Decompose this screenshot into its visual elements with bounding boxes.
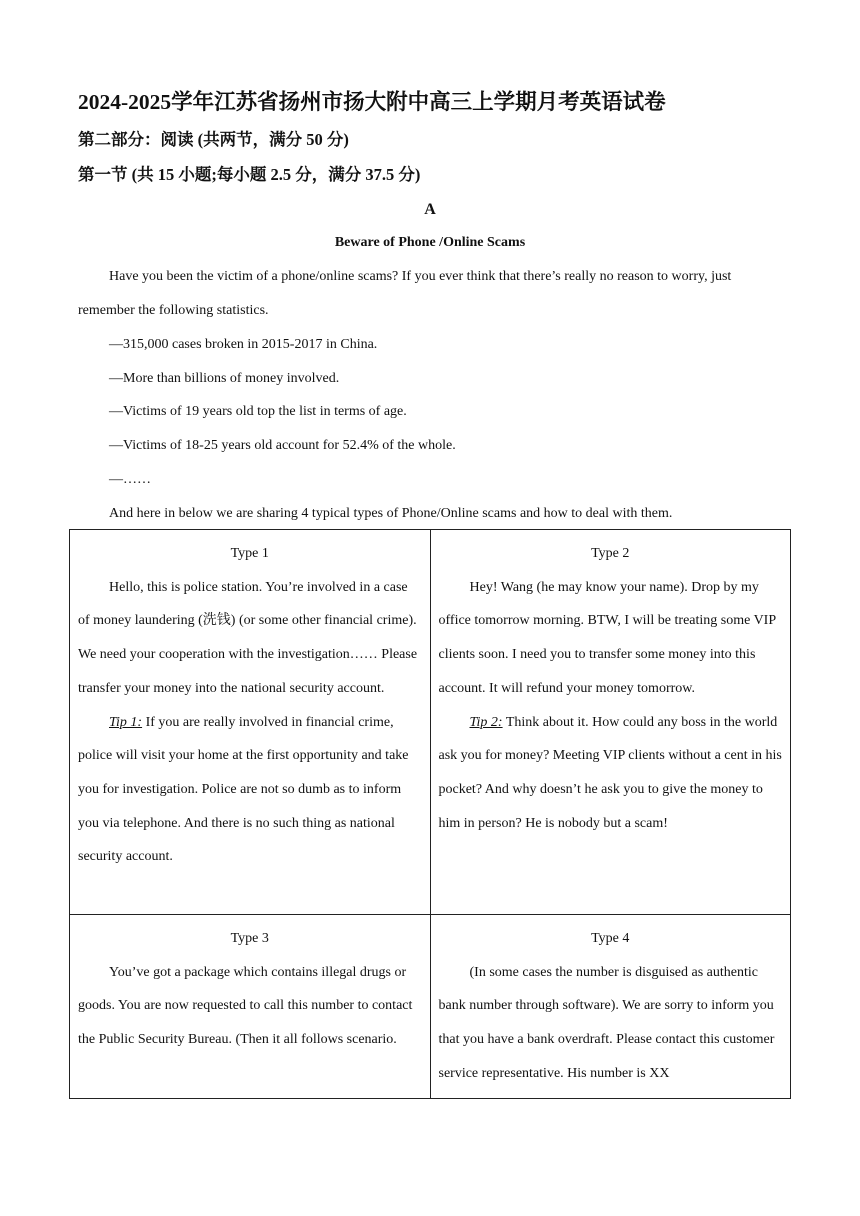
section-heading: 第一节 (共 15 小题;每小题 2.5 分，满分 37.5 分) — [78, 165, 421, 184]
statistic-item: —Victims of 19 years old top the list in terms of age. — [109, 404, 407, 419]
type-heading: Type 3 — [230, 931, 269, 946]
intro-paragraph: Have you been the victim of a phone/online scams? If you ever think that there’s really no reason to worry, just remember the following statistics. — [78, 269, 732, 318]
type-tip — [439, 706, 783, 841]
statistic-item: —More than billions of money involved. — [109, 371, 340, 386]
scam-types-table — [69, 529, 791, 1099]
statistic-item: —Victims of 18-25 years old account for 52.4% of the whole. — [109, 438, 456, 453]
lead-in-sentence: And here in below we are sharing 4 typical types of Phone/Online scams and how to deal with them. — [109, 506, 673, 521]
table-row — [70, 915, 791, 1099]
type-tip — [78, 706, 422, 875]
type-2-cell — [430, 530, 791, 915]
part-heading: 第二部分：阅读 (共两节，满分 50 分) — [78, 130, 349, 149]
tip-label: Tip 1: — [109, 714, 143, 730]
statistic-item: —315,000 cases broken in 2015-2017 in China. — [109, 337, 378, 352]
exam-title: 2024-2025学年江苏省扬州市扬大附中高三上学期月考英语试卷 — [78, 90, 666, 114]
type-body: Hey! Wang (he may know your name). Drop by my office tomorrow morning. BTW, I will be treating some VIP clients soon. I need you to transfer some money into this account. It will refund your money tomorrow. — [438, 579, 776, 696]
passage-letter: A — [424, 201, 436, 218]
type-body: (In some cases the number is disguised as authentic bank number through software). We are sorry to inform you that you have a bank overdraft. Please contact this customer service representative. His number is XX — [438, 964, 775, 1081]
tip-text: If you are really involved in financial crime, police will visit your home at the first opportunity and take you for investigation. Police are not so dumb as to inform you via telephone. And there is no such thing as national security account. — [78, 714, 409, 865]
type-heading: Type 4 — [591, 931, 630, 946]
passage-title: Beware of Phone /Online Scams — [334, 235, 526, 250]
type-heading: Type 1 — [230, 546, 269, 561]
type-heading: Type 2 — [591, 546, 630, 561]
tip-label: Tip 2: — [469, 714, 503, 730]
type-4-cell — [430, 915, 791, 1099]
table-row — [70, 530, 791, 915]
statistic-item: —…… — [109, 472, 151, 487]
type-3-cell — [70, 915, 431, 1099]
type-body: You’ve got a package which contains illegal drugs or goods. You are now requested to call this number to contact the Public Security Bureau. (Then it all follows scenario. — [78, 964, 413, 1048]
tip-text: Think about it. How could any boss in the world ask you for money? Meeting VIP clients without a cent in his pocket? And why doesn’t he ask you to give the money to him in person? He is nobody but a scam! — [438, 714, 782, 831]
type-1-cell — [70, 530, 431, 915]
type-body: Hello, this is police station. You’re involved in a case of money laundering (洗钱) (or some other financial crime). We need your cooperation with the investigation…… Please transfer your money into the national security account. — [78, 579, 418, 696]
